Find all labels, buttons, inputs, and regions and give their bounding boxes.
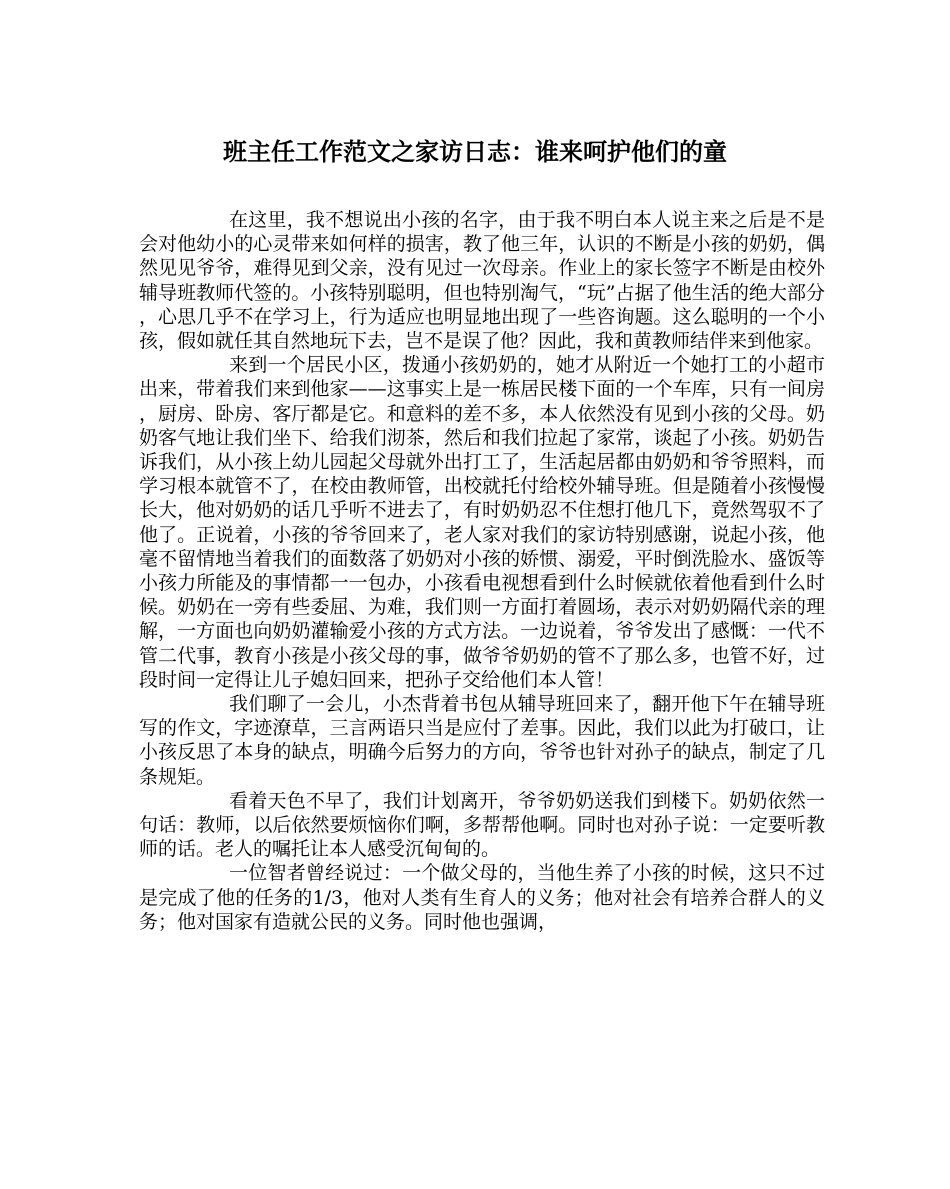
paragraph-1: 在这里，我不想说出小孩的名字，由于我不明白本人说主来之后是不是会对他幼小的心灵带来如何样的损害，教了他三年，认识的不断是小孩的奶奶，偶然见见爷爷，难得见到父亲，没有见过一次母亲。作业上的家长签字不断是由校外辅导班教师代签的。小孩特别聪明，但也特别淘气，“玩”占据了他生活的绝大部分，心思几乎不在学习上，行为适应也明显地出现了一些咨询题。这么聪明的一个小孩，假如就任其自然地玩下去，岂不是误了他？因此，我和黄教师结伴来到他家。 xyxy=(139,209,825,353)
document-title: 班主任工作范文之家访日志：谁来呵护他们的童 xyxy=(223,137,727,166)
paragraph-2: 来到一个居民小区，拨通小孩奶奶的，她才从附近一个她打工的小超市出来，带着我们来到他家——这事实上是一栋居民楼下面的一个车库，只有一间房，厨房、卧房、客厅都是它。和意料的差不多，本人依然没有见到小孩的父母。奶奶客气地让我们坐下、给我们沏茶，然后和我们拉起了家常，谈起了小孩。奶奶告诉我们，从小孩上幼儿园起父母就外出打工了，生活起居都由奶奶和爷爷照料，而学习根本就管不了，在校由教师管，出校就托付给校外辅导班。但是随着小孩慢慢长大，他对奶奶的话几乎听不进去了，有时奶奶忍不住想打他几下，竟然驾驭不了他了。正说着，小孩的爷爷回来了，老人家对我们的家访特别感谢，说起小孩，他毫不留情地当着我们的面数落了奶奶对小孩的娇惯、溺爱，平时倒洗脸水、盛饭等小孩力所能及的事情都一一包办，小孩看电视想看到什么时候就依着他看到什么时候。奶奶在一旁有些委屈、为难，我们则一方面打着圆场，表示对奶奶隔代亲的理解，一方面也向奶奶灌输爱小孩的方式方法。一边说着，爷爷发出了感慨：一代不管二代事，教育小孩是小孩父母的事，做爷爷奶奶的管不了那么多，也管不好，过段时间一定得让儿子媳妇回来，把孙子交给他们本人管！ xyxy=(139,354,825,691)
document-body xyxy=(139,208,825,934)
paragraph-5: 一位智者曾经说过：一个做父母的，当他生养了小孩的时候，这只不过是完成了他的任务的1/3，他对人类有生育人的义务；他对社会有培养合群人的义务；他对国家有造就公民的义务。同时他也强调， xyxy=(139,862,825,933)
paragraph-4: 看着天色不早了，我们计划离开，爷爷奶奶送我们到楼下。奶奶依然一句话：教师，以后依然要烦恼你们啊，多帮帮他啊。同时也对孙子说：一定要听教师的话。老人的嘱托让本人感受沉甸甸的。 xyxy=(139,789,825,861)
paragraph-3: 我们聊了一会儿，小杰背着书包从辅导班回来了，翻开他下午在辅导班写的作文，字迹潦草，三言两语只当是应付了差事。因此，我们以此为打破口，让小孩反思了本身的缺点，明确今后努力的方向，爷爷也针对孙子的缺点，制定了几条规矩。 xyxy=(139,693,825,788)
